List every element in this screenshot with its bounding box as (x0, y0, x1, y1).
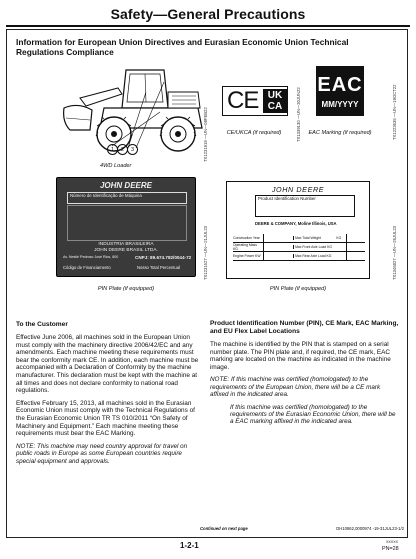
spec-row (233, 252, 365, 261)
plate-left-finame: Nosso Total Percentual (137, 265, 180, 270)
left-para-1: Effective June 2006, all machines sold in the European Union must comply with the machinery directive 2006/42/EC and any amendments. Each machine meeting these requirements must bear the conformity mark CE. In addition, each machine must be accompanied with a Declaration of Conformity by the machine manufacturer. This declaration must be kept with the machine at all times and does not declare conformity to national road regulations. (16, 334, 199, 395)
page-ref: PN=28 (382, 546, 399, 552)
ukca-top: UK (267, 90, 283, 101)
right-note-2: If this machine was certified (homologated) to the requirements of the Eurasian Economic Union, there will be a EAC marking affixed in the indicated area. (230, 403, 396, 426)
spec-cell-blank (263, 243, 294, 251)
spec-cell: Operating Mass KG (233, 243, 257, 251)
pin-plate-left (56, 177, 196, 277)
spec-cell: Max Total Weight (293, 236, 336, 240)
plate-left-brand: JOHN DEERE (99, 181, 152, 190)
ce-text: CE (227, 87, 259, 114)
pin-left-figure-code: TX1231527 —UN—21JUL23 (203, 225, 208, 280)
plate-left-pin-field (67, 192, 187, 204)
callout-3: 3 (127, 144, 138, 155)
section-heading: Information for European Union Directives and Eurasian Economic Union Technical Regulations Compliance (16, 37, 349, 57)
loader-caption: 4WD Loader (100, 163, 132, 169)
plate-right-brand: JOHN DEERE (271, 185, 325, 194)
right-column (210, 320, 400, 426)
page-number: 1-2-1 (180, 541, 199, 550)
ce-caption: CE/UKCA (if required) (226, 130, 282, 136)
eac-figure-code: TX1223635 —UN—19OCT22 (392, 84, 397, 140)
right-para-1: The machine is identified by the PIN that is stamped on a serial number plate. The PIN plate and, if required, the CE mark, EAC marking are located on the machine as indicated in the machine image. (210, 341, 391, 371)
spec-cell-blank (263, 234, 294, 242)
plate-right-spec-table (233, 234, 365, 261)
callout-2: 2 (117, 144, 128, 155)
right-heading: Product Identification Number (PIN), CE Mark, EAC Marking, and EU Flex Label Locations (210, 320, 399, 335)
spec-cell-blank (263, 252, 294, 260)
left-heading: To the Customer (16, 321, 68, 328)
eac-date: MM/YYYY (321, 99, 359, 109)
left-para-2: Effective February 15, 2013, all machines sold in the Eurasian Economic Union must comply with the Technical Regulations of the Eurasian Economic Union TR TS 010/2011 “On Safety of Machinery and Equipment.” Each machine meeting these requirements must bear the EAC Marking. (16, 399, 195, 438)
ce-figure-code: TX1339130 —UN—30JUN22 (296, 87, 301, 142)
plate-right-company: DEERE & COMPANY, Moline Illinois, USA (255, 221, 337, 226)
plate-right-pin-field (255, 195, 355, 217)
eac-mark (316, 66, 364, 116)
continued-note: Continued on next page (200, 526, 248, 531)
spec-cell: Max Rear Axle Load KG (293, 254, 346, 258)
doc-code: DH10862,0000974 -19-31JUL23-1/2 (336, 526, 404, 531)
right-note-1: NOTE: If this machine was certified (homologated) to the requirements of the European Union, there will be a CE mark affixed in the indicated area. (210, 376, 381, 399)
pin-plate-left-caption: PIN Plate (if equipped) (97, 286, 155, 292)
pin-plate-right (226, 181, 370, 279)
page-title: Safety—General Precautions (110, 6, 306, 22)
plate-left-financing: Código de Financiamento (63, 265, 111, 270)
plate-left-cnpj: CNPJ: 89.674.782/0044-72 (135, 255, 192, 260)
plate-left-address: Av. Nestlé Pedroso José Rios, 800 (63, 255, 119, 259)
ukca-mark (263, 89, 287, 113)
plate-left-field-label: Número de Identificação de Máquina (70, 193, 142, 198)
plate-left-company2: JOHN DEERE BRASIL LTDA. (94, 248, 158, 253)
spec-row (233, 243, 365, 252)
footer-tiny: XXXXX (386, 540, 398, 544)
spec-row (233, 234, 365, 243)
spec-cell: Construction Year (233, 236, 260, 240)
spec-cell-blank (346, 252, 365, 260)
spec-cell-blank (346, 243, 365, 251)
eac-text: EAC (317, 73, 363, 96)
spec-cell-blank (346, 234, 365, 242)
loader-figure-code: TX1231919 —UN—08FEB22 (203, 107, 208, 162)
callout-1: 1 (107, 144, 118, 155)
spec-cell: Max Front Axle Load KG (293, 245, 346, 249)
plate-right-pin-label: Product Identification Number (258, 196, 316, 201)
plate-left-company1: INDUSTRIA BRASILEIRA (98, 242, 154, 247)
spec-cell: KG (336, 236, 342, 240)
left-column (16, 321, 200, 465)
pin-plate-right-caption: PIN Plate (if equipped) (269, 286, 327, 292)
eac-caption: EAC Marking (if required) (308, 130, 372, 136)
left-note: NOTE: This machine may need country approval for travel on public roads in Europe as some European countries require special equipment and approvals. (16, 442, 188, 465)
ukca-bottom: CA (267, 101, 283, 112)
plate-left-blank-area (67, 205, 187, 241)
ce-ukca-mark (222, 86, 288, 116)
spec-cell: Engine Power KW (233, 254, 261, 258)
title-rule (6, 25, 410, 27)
pin-right-figure-code: TX1346827 —UN—26JUL23 (392, 225, 397, 280)
